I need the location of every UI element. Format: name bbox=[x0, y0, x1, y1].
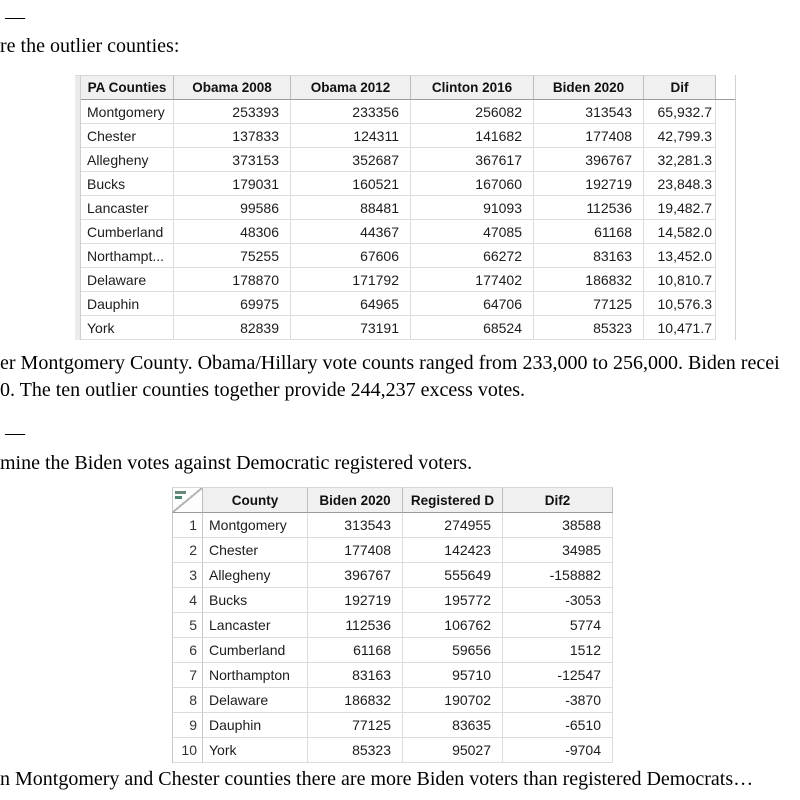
table-row bbox=[81, 172, 736, 196]
cell: 6 bbox=[172, 638, 203, 663]
table-row bbox=[172, 713, 613, 738]
cell: 66272 bbox=[411, 244, 534, 268]
table-row bbox=[172, 563, 613, 588]
table-row bbox=[172, 513, 613, 538]
cell: 68524 bbox=[411, 316, 534, 340]
table-corner-selector-icon bbox=[172, 487, 203, 513]
cell: 137833 bbox=[174, 124, 291, 148]
empty-cell bbox=[716, 148, 736, 172]
column-header-registered-d: Registered D bbox=[403, 487, 503, 513]
cell: 167060 bbox=[411, 172, 534, 196]
table-row bbox=[81, 316, 736, 340]
cell: 48306 bbox=[174, 220, 291, 244]
cell: 10,471.7 bbox=[644, 316, 716, 340]
cell: 313543 bbox=[308, 513, 403, 538]
cell: Delaware bbox=[81, 268, 174, 292]
cell: -158882 bbox=[503, 563, 613, 588]
cell: 69975 bbox=[174, 292, 291, 316]
column-header-biden-2020: Biden 2020 bbox=[534, 75, 644, 100]
empty-cell bbox=[716, 268, 736, 292]
cell: 7 bbox=[172, 663, 203, 688]
cell: 77125 bbox=[308, 713, 403, 738]
cell: 73191 bbox=[291, 316, 411, 340]
cell: 190702 bbox=[403, 688, 503, 713]
table-row bbox=[81, 268, 736, 292]
table-row bbox=[81, 292, 736, 316]
cell: 77125 bbox=[534, 292, 644, 316]
cell: 1 bbox=[172, 513, 203, 538]
cell: 177408 bbox=[308, 538, 403, 563]
cell: 160521 bbox=[291, 172, 411, 196]
cell: 179031 bbox=[174, 172, 291, 196]
cell: 75255 bbox=[174, 244, 291, 268]
cell: Allegheny bbox=[81, 148, 174, 172]
cell: 83163 bbox=[308, 663, 403, 688]
cell: Dauphin bbox=[81, 292, 174, 316]
cell: 32,281.3 bbox=[644, 148, 716, 172]
cell: 367617 bbox=[411, 148, 534, 172]
cell: 64965 bbox=[291, 292, 411, 316]
table2-header-row bbox=[172, 487, 613, 513]
column-header-obama-2012: Obama 2012 bbox=[291, 75, 411, 100]
cell: Lancaster bbox=[203, 613, 308, 638]
cell: 85323 bbox=[308, 738, 403, 763]
cell: 171792 bbox=[291, 268, 411, 292]
cell: 83635 bbox=[403, 713, 503, 738]
cell: 61168 bbox=[534, 220, 644, 244]
cell: 59656 bbox=[403, 638, 503, 663]
cell: 186832 bbox=[308, 688, 403, 713]
cell: -3870 bbox=[503, 688, 613, 713]
cell: 192719 bbox=[534, 172, 644, 196]
paragraph-registered-voters: mine the Biden votes against Democratic registered voters. bbox=[0, 452, 473, 474]
column-header-obama-2008: Obama 2008 bbox=[174, 75, 291, 100]
cell: 178870 bbox=[174, 268, 291, 292]
cell: 65,932.7 bbox=[644, 100, 716, 124]
cell: Cumberland bbox=[81, 220, 174, 244]
table-row bbox=[172, 688, 613, 713]
cell: 4 bbox=[172, 588, 203, 613]
empty-cell bbox=[716, 316, 736, 340]
cell: 10,810.7 bbox=[644, 268, 716, 292]
cell: 14,582.0 bbox=[644, 220, 716, 244]
column-header-biden-2020: Biden 2020 bbox=[308, 487, 403, 513]
cell: 67606 bbox=[291, 244, 411, 268]
column-header-dif: Dif bbox=[644, 75, 716, 100]
cell: 233356 bbox=[291, 100, 411, 124]
cell: 253393 bbox=[174, 100, 291, 124]
table-row bbox=[172, 738, 613, 763]
column-header-dif2: Dif2 bbox=[503, 487, 613, 513]
cell: 124311 bbox=[291, 124, 411, 148]
table-row bbox=[81, 124, 736, 148]
cell: 61168 bbox=[308, 638, 403, 663]
cell: 274955 bbox=[403, 513, 503, 538]
table-row bbox=[172, 663, 613, 688]
table-row bbox=[172, 613, 613, 638]
table-row bbox=[172, 638, 613, 663]
table1-header-row bbox=[81, 75, 736, 100]
cell: 91093 bbox=[411, 196, 534, 220]
paragraph-conclusion: n Montgomery and Chester counties there are more Biden voters than registered Democrats… bbox=[0, 768, 754, 790]
cell: Chester bbox=[203, 538, 308, 563]
cell: Montgomery bbox=[81, 100, 174, 124]
table-row bbox=[81, 100, 736, 124]
cell: 8 bbox=[172, 688, 203, 713]
cell: Bucks bbox=[81, 172, 174, 196]
cell: 23,848.3 bbox=[644, 172, 716, 196]
cell: 112536 bbox=[534, 196, 644, 220]
cell: 47085 bbox=[411, 220, 534, 244]
paragraph-outliers-line1: er Montgomery County. Obama/Hillary vote counts ranged from 233,000 to 256,000. Biden recei bbox=[0, 352, 780, 374]
cell: 186832 bbox=[534, 268, 644, 292]
cell: 44367 bbox=[291, 220, 411, 244]
cell: 64706 bbox=[411, 292, 534, 316]
table-row bbox=[81, 244, 736, 268]
cell: Lancaster bbox=[81, 196, 174, 220]
cell: 141682 bbox=[411, 124, 534, 148]
cell: -3053 bbox=[503, 588, 613, 613]
empty-cell bbox=[716, 292, 736, 316]
table2-body bbox=[172, 513, 613, 763]
cell: 5 bbox=[172, 613, 203, 638]
cell: 396767 bbox=[308, 563, 403, 588]
cell: 1512 bbox=[503, 638, 613, 663]
cell: Northampton bbox=[203, 663, 308, 688]
cell: 177408 bbox=[534, 124, 644, 148]
cell: 256082 bbox=[411, 100, 534, 124]
cell: 313543 bbox=[534, 100, 644, 124]
cell: 95027 bbox=[403, 738, 503, 763]
cell: 396767 bbox=[534, 148, 644, 172]
table-row bbox=[81, 148, 736, 172]
empty-cell bbox=[716, 196, 736, 220]
cell: 95710 bbox=[403, 663, 503, 688]
cell: Allegheny bbox=[203, 563, 308, 588]
corner-columns-bar-icon bbox=[175, 491, 186, 494]
empty-cell bbox=[716, 124, 736, 148]
cell: Dauphin bbox=[203, 713, 308, 738]
paragraph-outliers-line2: 0. The ten outlier counties together provide 244,237 excess votes. bbox=[0, 379, 526, 401]
cell: 352687 bbox=[291, 148, 411, 172]
cell: 2 bbox=[172, 538, 203, 563]
cell: Cumberland bbox=[203, 638, 308, 663]
table-row bbox=[81, 220, 736, 244]
corner-rows-bar-icon bbox=[175, 496, 182, 499]
cell: 106762 bbox=[403, 613, 503, 638]
cell: Montgomery bbox=[203, 513, 308, 538]
table1-body bbox=[81, 100, 736, 340]
cell: Northampt... bbox=[81, 244, 174, 268]
cell: 34985 bbox=[503, 538, 613, 563]
table-row bbox=[81, 196, 736, 220]
table-row bbox=[172, 538, 613, 563]
section-dash-2: — bbox=[5, 422, 25, 444]
cell: -6510 bbox=[503, 713, 613, 738]
table-row bbox=[172, 588, 613, 613]
cell: 10 bbox=[172, 738, 203, 763]
column-header-county: County bbox=[203, 487, 308, 513]
cell: 82839 bbox=[174, 316, 291, 340]
cell: 142423 bbox=[403, 538, 503, 563]
cell: Bucks bbox=[203, 588, 308, 613]
cell: 195772 bbox=[403, 588, 503, 613]
intro-text: re the outlier counties: bbox=[0, 35, 180, 57]
cell: 10,576.3 bbox=[644, 292, 716, 316]
empty-cell bbox=[716, 220, 736, 244]
cell: 192719 bbox=[308, 588, 403, 613]
cell: 42,799.3 bbox=[644, 124, 716, 148]
section-dash-1: — bbox=[5, 6, 25, 28]
cell: 19,482.7 bbox=[644, 196, 716, 220]
cell: 5774 bbox=[503, 613, 613, 638]
cell: 555649 bbox=[403, 563, 503, 588]
cell: 38588 bbox=[503, 513, 613, 538]
cell: 9 bbox=[172, 713, 203, 738]
cell: -12547 bbox=[503, 663, 613, 688]
cell: 99586 bbox=[174, 196, 291, 220]
empty-cell bbox=[716, 244, 736, 268]
cell: 373153 bbox=[174, 148, 291, 172]
column-header-pa-counties: PA Counties bbox=[81, 75, 174, 100]
cell: 3 bbox=[172, 563, 203, 588]
column-header-clinton-2016: Clinton 2016 bbox=[411, 75, 534, 100]
cell: 112536 bbox=[308, 613, 403, 638]
cell: -9704 bbox=[503, 738, 613, 763]
empty-cell bbox=[716, 100, 736, 124]
cell: Chester bbox=[81, 124, 174, 148]
cell: 88481 bbox=[291, 196, 411, 220]
cell: 85323 bbox=[534, 316, 644, 340]
cell: Delaware bbox=[203, 688, 308, 713]
table-biden-vs-registered bbox=[172, 487, 613, 763]
cell: 83163 bbox=[534, 244, 644, 268]
cell: York bbox=[203, 738, 308, 763]
cell: 177402 bbox=[411, 268, 534, 292]
empty-cell bbox=[716, 172, 736, 196]
table-pa-counties-votes bbox=[81, 75, 736, 340]
empty-header-cell bbox=[716, 75, 736, 100]
cell: York bbox=[81, 316, 174, 340]
cell: 13,452.0 bbox=[644, 244, 716, 268]
